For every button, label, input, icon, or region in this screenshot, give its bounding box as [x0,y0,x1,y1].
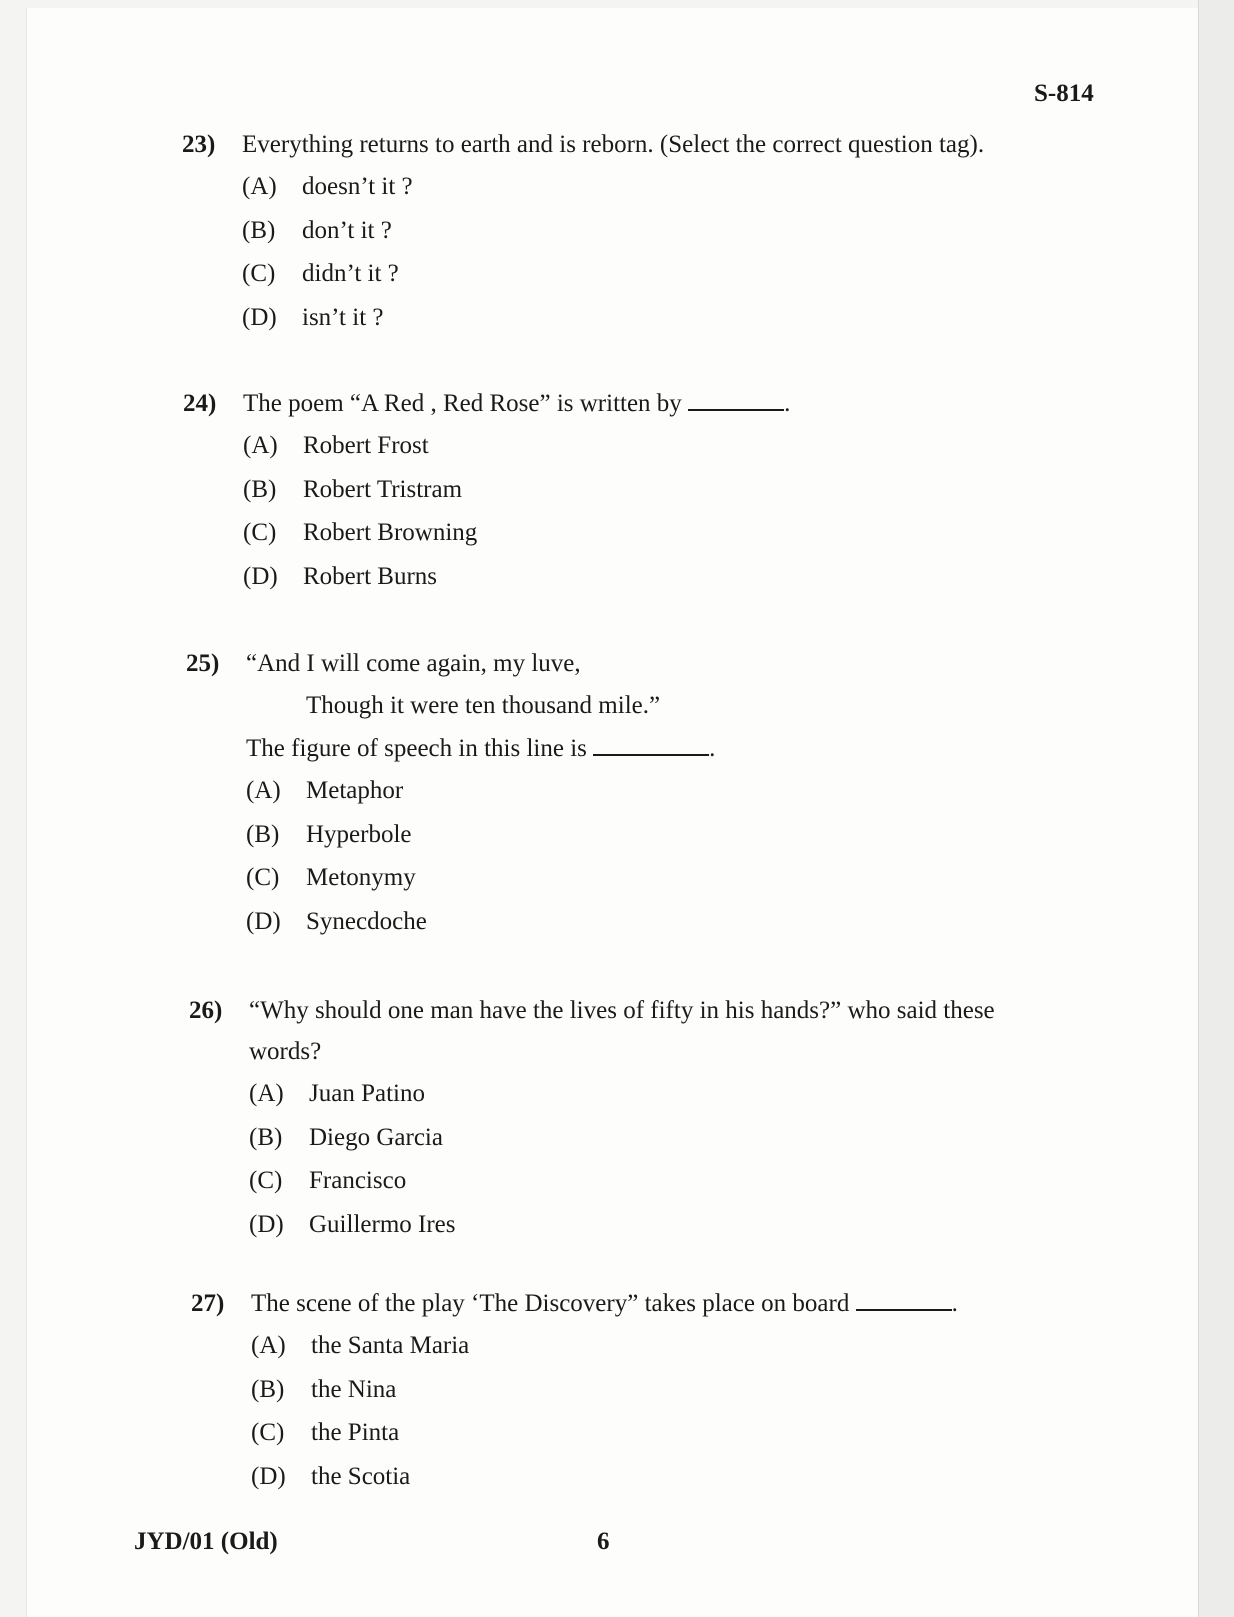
question-27 [191,1283,1091,1493]
option-text: Synecdoche [306,907,427,935]
question-text-continued: words? [249,1038,322,1065]
option-letter: (C) [243,519,277,546]
option-letter: (B) [243,475,277,503]
option-d [251,1456,469,1500]
question-number: 24) [183,390,217,417]
verse-line-2: Though it were ten thousand mile.” [306,692,661,719]
option-d [242,297,413,341]
option-letter: (A) [242,173,277,200]
option-letter: (D) [243,562,278,590]
page-number: 6 [597,1528,610,1555]
question-23 [182,124,1082,334]
question-number: 26) [189,997,223,1024]
option-text: Guillermo Ires [309,1210,456,1238]
question-25 [186,643,1086,943]
question-number: 27) [191,1290,225,1317]
option-letter: (C) [242,260,276,287]
option-text: Robert Burns [303,562,438,590]
option-letter: (B) [242,216,276,244]
option-letter: (D) [246,907,281,935]
question-text: “Why should one man have the lives of fifty in his hands?” who said these [249,997,995,1024]
option-letter: (B) [246,820,280,848]
answer-blank [593,730,709,756]
option-text: don’t it ? [302,216,392,244]
option-text: isn’t it ? [302,303,384,331]
verse-line-1: “And I will come again, my luve, [246,650,581,677]
option-list [249,1073,455,1247]
option-b [249,1117,455,1161]
option-c [242,253,413,297]
option-list [251,1325,469,1499]
option-letter: (A) [246,777,281,804]
option-a [242,166,413,210]
option-letter: (A) [243,432,278,459]
option-letter: (A) [251,1332,286,1359]
option-text: Hyperbole [306,820,412,848]
page-code: S-814 [1034,80,1094,107]
option-d [249,1204,455,1248]
option-a [249,1073,455,1117]
option-list [243,425,477,599]
option-text: Francisco [309,1167,407,1194]
option-text: the Santa Maria [311,1332,470,1359]
option-letter: (D) [251,1462,286,1490]
question-number: 23) [182,131,216,158]
option-text: Diego Garcia [309,1123,443,1151]
option-text: Robert Frost [303,432,429,459]
question-text: The figure of speech in this line is . [246,728,715,770]
option-c [251,1412,469,1456]
question-text: The poem “A Red , Red Rose” is written by . [243,383,790,425]
option-text: Robert Tristram [303,475,463,503]
option-a [251,1325,469,1369]
option-text: the Nina [311,1375,397,1403]
option-c [246,857,427,901]
question-24 [183,383,1083,593]
question-number: 25) [186,650,220,677]
option-d [246,901,427,945]
option-c [249,1160,455,1204]
option-text: Metonymy [306,864,416,891]
option-text: doesn’t it ? [302,173,413,200]
option-letter: (D) [242,303,277,331]
question-text: Everything returns to earth and is reborn. (Select the correct question tag). [242,131,985,158]
option-letter: (B) [251,1375,285,1403]
option-text: didn’t it ? [302,260,399,287]
option-letter: (C) [251,1419,285,1446]
option-text: Robert Browning [303,519,478,546]
question-text: The scene of the play ‘The Discovery” takes place on board . [251,1283,958,1325]
option-d [243,556,477,600]
option-letter: (C) [246,864,280,891]
option-letter: (D) [249,1210,284,1238]
option-b [242,210,413,254]
option-c [243,512,477,556]
option-list [242,166,413,340]
option-b [246,814,427,858]
option-b [243,469,477,513]
option-text: Metaphor [306,777,404,804]
answer-blank [856,1285,952,1311]
page-edge [1198,0,1234,1617]
option-b [251,1369,469,1413]
option-text: the Scotia [311,1462,411,1490]
option-letter: (B) [249,1123,283,1151]
option-text: the Pinta [311,1419,400,1446]
option-letter: (A) [249,1080,284,1107]
paper-code: JYD/01 (Old) [134,1528,278,1555]
option-a [243,425,477,469]
option-a [246,770,427,814]
question-26 [189,990,1109,1240]
answer-blank [688,385,784,411]
option-list [246,770,427,944]
option-text: Juan Patino [309,1080,425,1107]
option-letter: (C) [249,1167,283,1194]
